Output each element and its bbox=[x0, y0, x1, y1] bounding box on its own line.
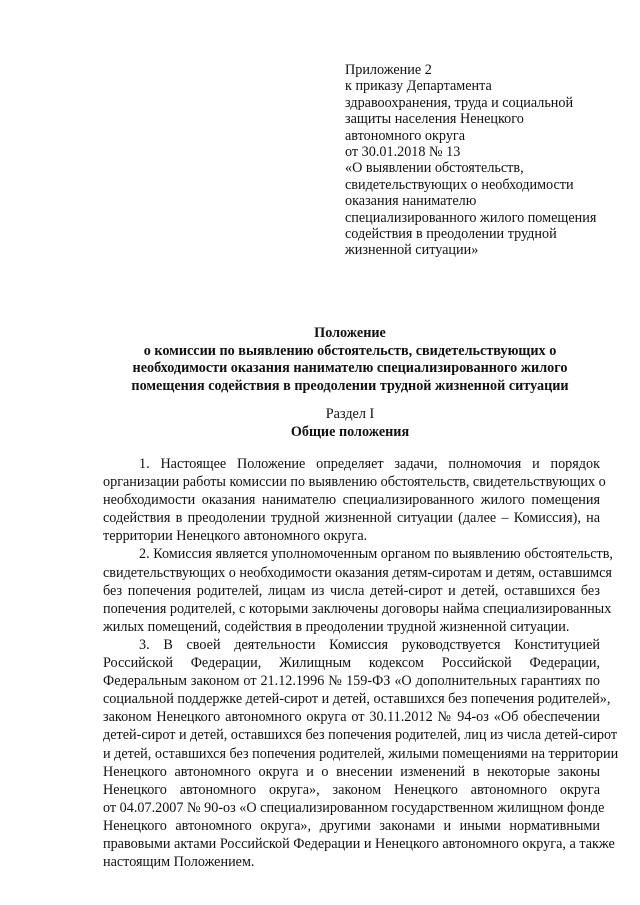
paragraph-3-line: и детей, оставшихся без попечения родителей, жилыми помещениями на территории bbox=[103, 745, 619, 762]
paragraph-3-line: Российской Федерации, Жилищным кодексом Российской Федерации, bbox=[103, 655, 600, 672]
appendix-line: специализированного жилого помещения bbox=[345, 209, 597, 226]
appendix-line: здравоохранения, труда и социальной bbox=[345, 94, 574, 111]
section-label: Раздел I bbox=[325, 406, 375, 422]
paragraph-2-line: свидетельствующих о необходимости оказания детям-сиротам и детям, оставшимся bbox=[103, 564, 612, 581]
paragraph-2-line: 2. Комиссия является уполномоченным органом по выявлению обстоятельств, bbox=[139, 546, 613, 563]
paragraph-3-line: Ненецкого автономного округа», другими законами и иными нормативными bbox=[103, 817, 600, 834]
appendix-line: «О выявлении обстоятельств, bbox=[345, 160, 524, 177]
appendix-line: защиты населения Ненецкого bbox=[345, 111, 524, 128]
paragraph-3-line: от 04.07.2007 № 90-оз «О специализированном государственном жилищном фонде bbox=[103, 799, 605, 816]
section-heading bbox=[100, 405, 600, 441]
appendix-header bbox=[345, 62, 635, 259]
appendix-line: свидетельствующих о необходимости bbox=[345, 176, 574, 193]
appendix-line: к приказу Департамента bbox=[345, 78, 492, 95]
paragraph-3-line: правовыми актами Российской Федерации и Ненецкого автономного округа, а также bbox=[103, 835, 615, 852]
title-line: о комиссии по выявлению обстоятельств, свидетельствующих о bbox=[143, 342, 557, 359]
paragraph-1-line: необходимости оказания нанимателю специализированного жилого помещения bbox=[103, 492, 600, 509]
title-line: Положение bbox=[314, 325, 386, 341]
appendix-line: жизненной ситуации» bbox=[345, 242, 479, 259]
paragraph-3-line: настоящим Положением. bbox=[103, 854, 255, 871]
paragraph-2-line: попечения родителей, с которыми заключены договоры найма специализированных bbox=[103, 600, 612, 617]
appendix-line: содействия в преодолении трудной bbox=[345, 226, 557, 243]
paragraph-1-line: организации работы комиссии по выявлению обстоятельств, свидетельствующих о bbox=[103, 474, 606, 491]
document-title bbox=[100, 325, 600, 395]
paragraph-2-line: без попечения родителей, лицам из числа детей-сирот и детей, оставшихся без bbox=[103, 582, 600, 599]
appendix-line: автономного округа bbox=[345, 127, 466, 144]
paragraph-2-line: жилых помещений, содействия в преодолении трудной жизненной ситуации. bbox=[103, 618, 570, 635]
title-line: необходимости оказания нанимателю специализированного жилого bbox=[132, 360, 568, 377]
paragraph-3-line: законом Ненецкого автономного округа от 30.11.2012 № 94-оз «Об обеспечении bbox=[103, 709, 600, 726]
paragraph-3-line: детей-сирот и детей, оставшихся без попечения родителей, лиц из числа детей-сирот bbox=[103, 727, 618, 744]
paragraph-1-line: содействия в преодолении трудной жизненной ситуации (далее – Комиссия), на bbox=[103, 510, 600, 527]
paragraph-3-line: Ненецкого автономного округа», законом Ненецкого автономного округа bbox=[103, 781, 600, 798]
paragraph-3-line: социальной поддержке детей-сирот и детей, оставшихся без попечения родителей», bbox=[103, 691, 611, 708]
paragraph-3-line: Федеральным законом от 21.12.1996 № 159-ФЗ «О дополнительных гарантиях по bbox=[103, 673, 600, 690]
paragraph-3-line: Ненецкого автономного округа и о внесении изменений в некоторые законы bbox=[103, 763, 600, 780]
paragraph-1-line: 1. Настоящее Положение определяет задачи, полномочия и порядок bbox=[139, 456, 600, 472]
paragraph-3-line: 3. В своей деятельности Комиссия руководствуется Конституцией bbox=[139, 636, 600, 653]
document-body bbox=[103, 455, 619, 871]
appendix-line: от 30.01.2018 № 13 bbox=[345, 144, 461, 161]
section-subtitle: Общие положения bbox=[290, 424, 410, 440]
paragraph-1-line: территории Ненецкого автономного округа. bbox=[103, 528, 368, 545]
appendix-line: оказания нанимателю bbox=[345, 193, 477, 210]
title-line: помещения содействия в преодолении трудной жизненной ситуации bbox=[131, 377, 569, 394]
appendix-line: Приложение 2 bbox=[345, 62, 432, 78]
